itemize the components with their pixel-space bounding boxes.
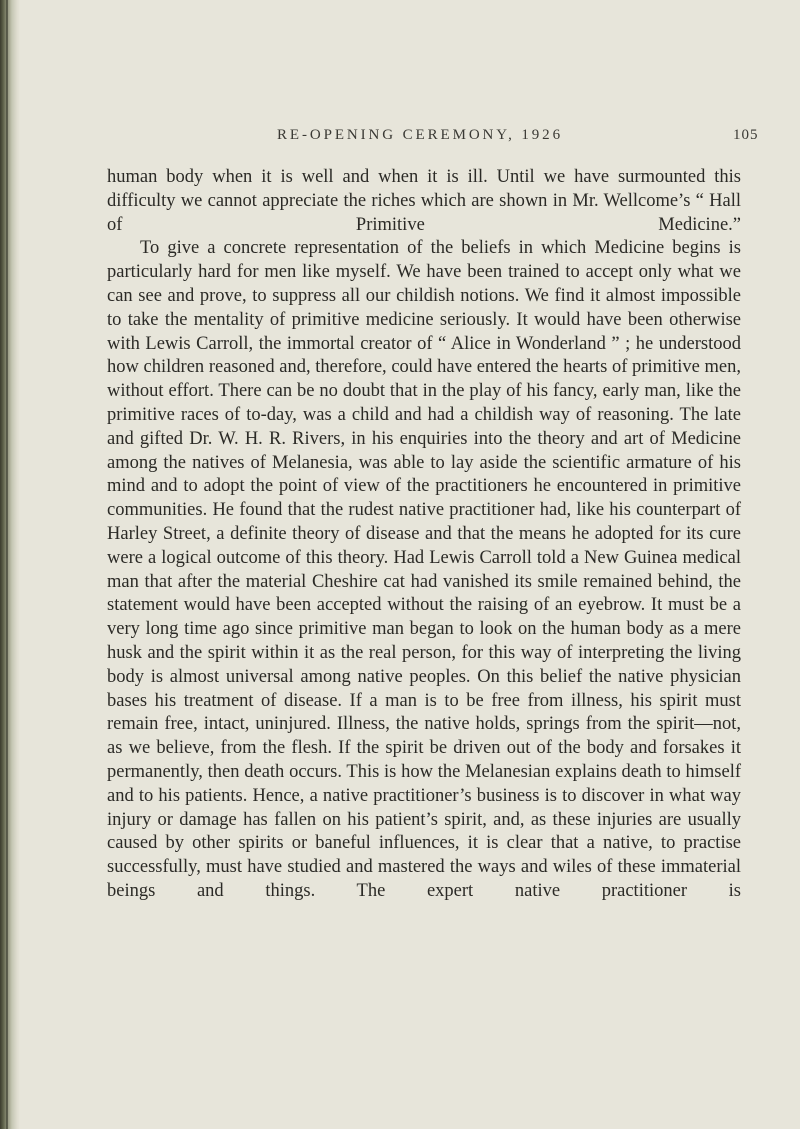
text-line: must remain free, intact, uninjured. Illness, the native holds, springs: [107, 690, 741, 735]
text-line: like the primitive races of to-day, was a child and had a childish way of: [107, 381, 741, 425]
text-line: this difficulty we cannot appreciate the riches which are shown in: [107, 167, 741, 211]
text-line: by other spirits or baneful influences, it is clear that a native, to practise: [165, 833, 741, 854]
text-line: these immaterial beings and things. The expert native practitioner is: [107, 857, 741, 901]
text-line: creator of “ Alice in Wonderland ” ; he understood how children reasoned: [107, 333, 741, 378]
text-line: seriously. It would have been otherwise with Lewis Carroll, the immortal: [107, 309, 741, 354]
text-line: bases his treatment of disease. If a man is to be free from illness, his spirit: [107, 690, 698, 711]
binding-gutter: [0, 0, 20, 1129]
text-line: reasoning. The late and gifted Dr. W. H. R. Rivers, in his enquiries into: [107, 404, 741, 449]
text-line: of view of the practitioners he encountered in primitive communities.: [107, 476, 742, 521]
text-line: out of the body and forsakes it permanently, then death occurs. This is: [107, 738, 741, 782]
text-line: He found that the rudest native practitioner had, like his counterpart of: [212, 500, 741, 521]
text-line: human body when it is well and when it is ill. Until we have surmounted: [107, 167, 706, 187]
text-line: told a New Guinea medical man that after the material Cheshire cat had: [107, 547, 741, 592]
text-line: for its cure were a logical outcome of this theory. Had Lewis Carroll: [107, 523, 742, 568]
binding-shadow-line: [6, 0, 8, 1129]
text-line: to lay aside the scientific armature of his mind and to adopt the point: [107, 452, 741, 497]
running-head-title: RE-OPENING CEREMONY, 1926: [277, 127, 563, 143]
paragraph: [107, 237, 741, 903]
text-line: Mr. Wellcome’s “ Hall of Primitive Medicine.”: [107, 190, 742, 235]
text-line: successfully, must have studied and mastered the ways and wiles of: [107, 857, 613, 878]
text-line: We find it almost impossible to take the mentality of primitive medicine: [107, 285, 742, 330]
text-line: primitive man began to look on the human body as a mere husk and the: [107, 619, 741, 663]
text-line: from the spirit—not, as we believe, from the flesh. If the spirit be driven: [107, 714, 742, 759]
body-text: [107, 166, 741, 904]
running-head: [0, 127, 800, 149]
text-line: Harley Street, a definite theory of disease and that the means he adopted: [107, 523, 654, 544]
text-line: and, therefore, could have entered the hearts of primitive men, without: [107, 357, 742, 402]
text-line: has fallen on his patient’s spirit, and, as these injuries are usually caused: [107, 809, 742, 854]
text-line: without the raising of an eyebrow. It must be a very long time ago since: [107, 595, 742, 640]
text-line: how the Melanesian explains death to himself and to his patients. Hence,: [107, 761, 741, 806]
text-line: is almost universal among native peoples. On this belief the native physician: [150, 666, 741, 687]
page-number: 105: [733, 127, 759, 143]
text-line: the theory and art of Medicine among the natives of Melanesia, was able: [107, 428, 741, 473]
text-line: To give a concrete representation of the beliefs in which Medicine: [140, 238, 665, 259]
text-line: begins is particularly hard for men like myself. We have been trained to: [107, 238, 742, 283]
text-line: vanished its smile remained behind, the statement would have been accepted: [107, 571, 742, 616]
text-line: spirit within it as the real person, for this way of interpreting the living body: [107, 642, 741, 687]
paragraph: [107, 166, 741, 237]
text-line: effort. There can be no doubt that in the play of his fancy, early man,: [168, 381, 681, 402]
text-line: a native practitioner’s business is to discover in what way injury or damage: [107, 785, 742, 830]
text-line: accept only what we can see and prove, to suppress all our childish notions.: [107, 262, 741, 306]
